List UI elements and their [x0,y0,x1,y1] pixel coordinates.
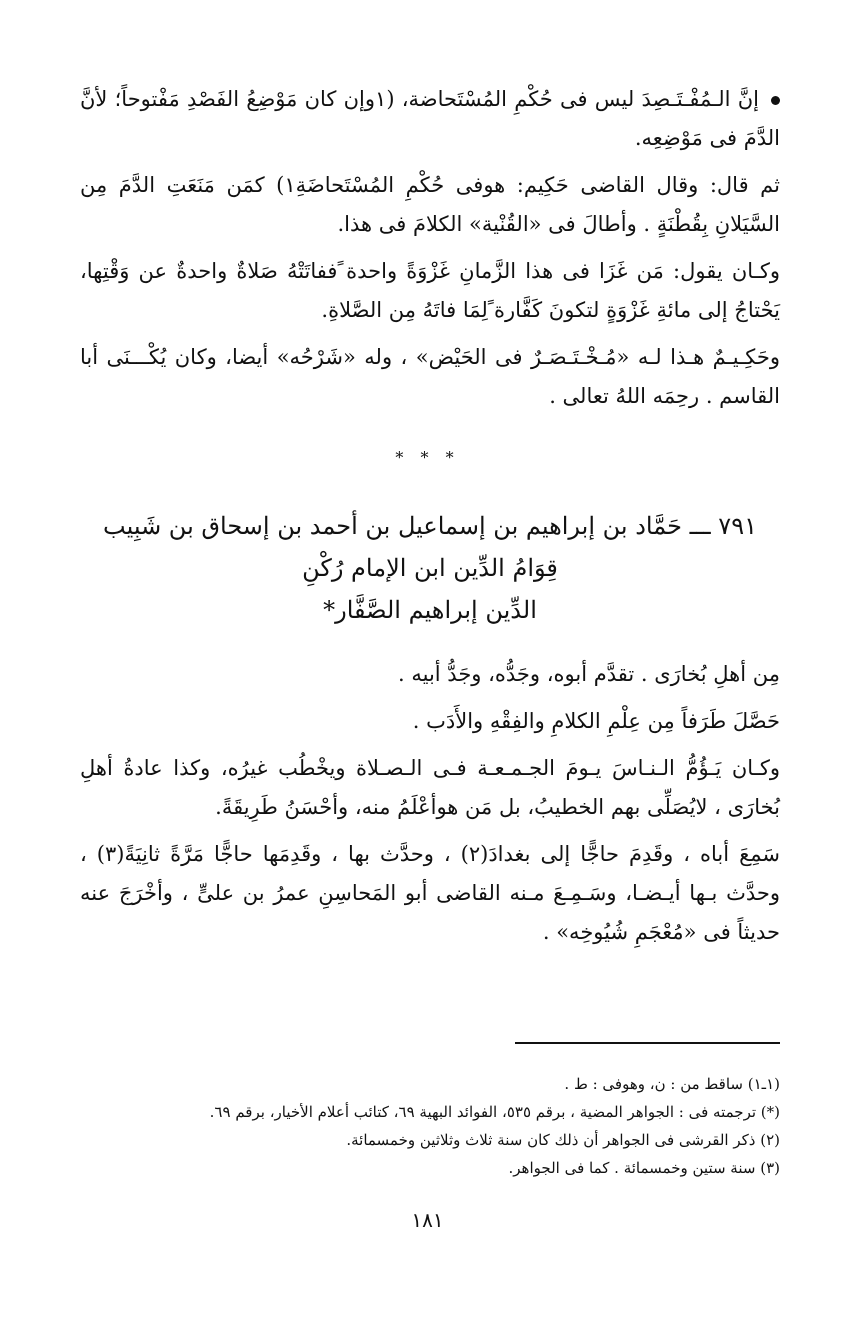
body-text-upper [80,80,780,424]
bullet-icon [771,96,780,105]
footnote: (٢) ذكر القرشى فى الجواهر أن ذلك كان سنة ثلاث وثلاثين وخمسمائة. [346,1131,780,1149]
entry-heading [80,505,780,631]
paragraph: ثم قال: وقال القاضى حَكِيم: هوفى حُكْمِ المُسْتَحاضَةِ١) كمَن مَنَعَتِ الدَّمَ مِن السَّيَلانِ بِقُطْنَةٍ . وأطالَ فى «القُنْية» الكلامَ فى هذا. [80,173,780,236]
body-text-lower [80,655,780,960]
paragraph: إنَّ الـمُفْـتَـصِدَ ليس فى حُكْمِ المُسْتَحاضة، (١وإن كان مَوْضِعُ الفَصْدِ مَفْتوحاً؛ لأنَّ الدَّمَ فى مَوْضِعِه. [80,87,780,150]
paragraph: مِن أهلِ بُخارَى . تقدَّم أبوه، وجَدُّه، وجَدُّ أبيه . [398,662,780,686]
page-number: ١٨١ [411,1208,444,1232]
paragraph: وكـان يقول: مَن غَزَا فى هذا الزَّمانِ غَزْوَةً واحدة ًففاتَتْهُ صَلاةٌ واحدةٌ عن وَقْتِها، يَحْتاجُ إلى مائةِ غَزْوَةٍ لتكونَ كَفَّارة ًلِمَا فاتَهُ مِن الصَّلاةِ. [80,259,780,322]
footnotes [80,1072,780,1184]
entry-heading-line: قِوَامُ الدِّين ابن الإمام رُكْنِ [302,554,558,582]
entry-heading-line: الدِّين إبراهيم الصَّفَّار* [323,596,537,624]
footnote: (٣) سنة ستين وخمسمائة . كما فى الجواهر. [508,1159,780,1177]
section-separator: * * * [395,448,460,467]
entry-heading-line: ٧٩١ ـــ حَمَّاد بن إبراهيم بن إسماعيل بن أحمد بن إسحاق بن شَبِيب [103,512,757,540]
paragraph: وكـان يَـؤُمُّ الـنـاسَ يـومَ الجـمـعـة فـى الـصـلاة ويخْطُب غيرُه، وكذا عادةُ أهلِ بُخارَى ، لايُصَلِّى بهم الخطيبُ، بل مَن هوأعْلَمُ منه، وأحْسَنُ طَرِيقَةً. [80,756,780,819]
paragraph: سَمِعَ أباه ، وقَدِمَ حاجًّا إلى بغدادَ(٢) ، وحدَّث بها ، وقَدِمَها حاجًّا مَرَّةً ثانِيَةً(٣) ، وحدَّث بـها أيـضـا، وسَـمِـعَ مـنه القاضى أبو المَحاسِنِ عمرُ بن علىٍّ ، وأخْرَجَ عنه حديثاً فى «مُعْجَمِ شُيُوخِه» . [80,842,780,944]
footnote: (*) ترجمته فى : الجواهر المضية ، برقم ٥٣٥، الفوائد البهية ٦٩، كتائب أعلام الأخيار، برقم ٦٩. [209,1103,780,1121]
footnote-divider [515,1042,780,1044]
paragraph: حَصَّلَ طَرَفاً مِن عِلْمِ الكلامِ والفِقْهِ والأَدَب . [412,709,780,733]
paragraph: وحَكِـيـمٌ هـذا لـه «مُـخْـتَـصَـرٌ فى الحَيْض» ، وله «شَرْحُه» أيضا، وكان يُكْـــنَى أبا القاسم . رحِمَه اللهُ تعالى . [80,345,780,408]
footnote: (١ـ١) ساقط من : ن، وهوفى : ط . [564,1075,780,1093]
